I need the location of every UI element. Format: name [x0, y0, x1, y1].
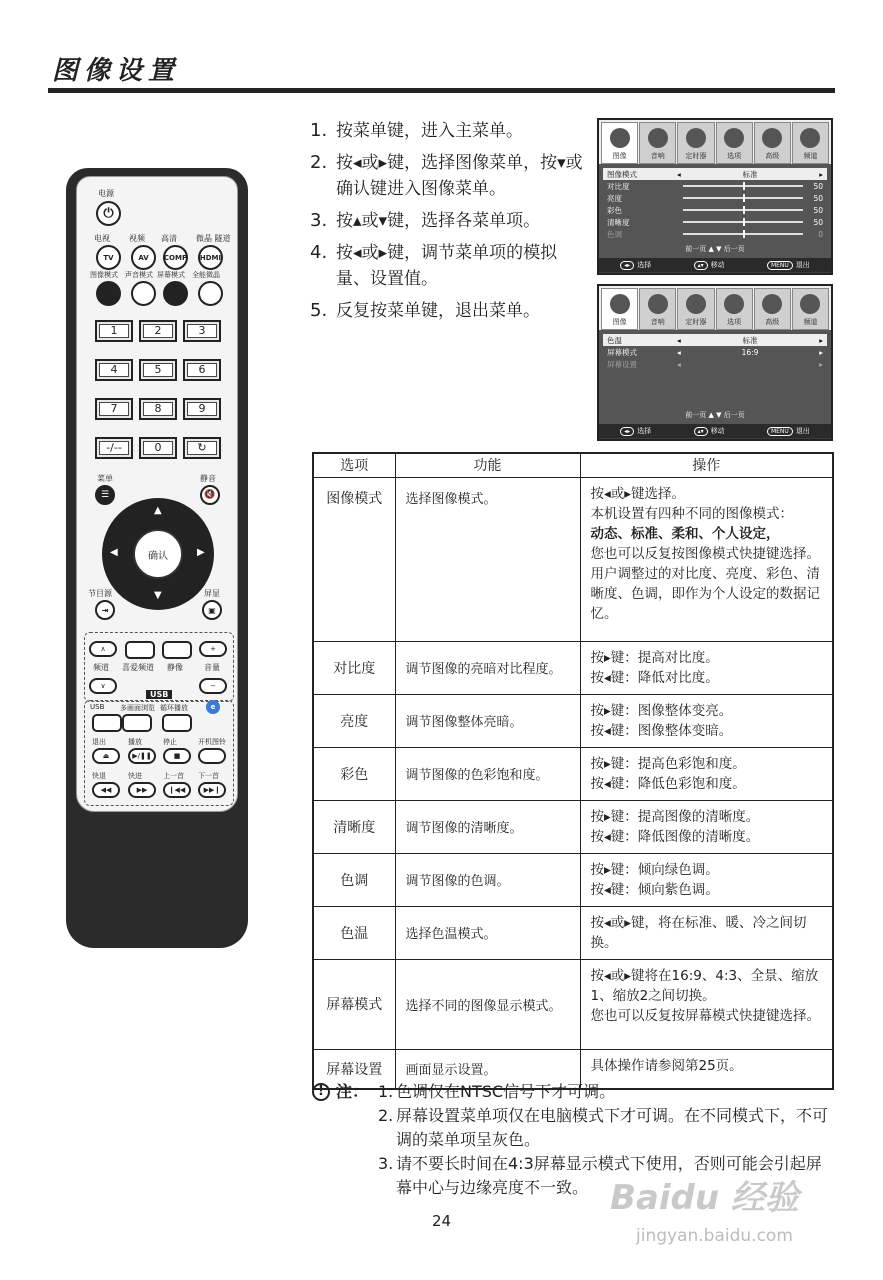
nav-up-icon: ▲ [154, 505, 162, 516]
mode-button [198, 281, 223, 306]
osd-row [603, 168, 827, 180]
row-function: 调节图像的清晰度。 [395, 800, 580, 853]
row-item: 图像模式 [313, 477, 395, 641]
step-text: 按菜单键，进入主菜单。 [336, 121, 523, 141]
osd-tab-icon [610, 294, 630, 314]
osd-footer-item [767, 426, 810, 436]
volume-up-icon: + [199, 641, 227, 657]
row-function: 选择图像模式。 [395, 477, 580, 641]
osd-footer-label: 选择 [637, 261, 652, 269]
step-item [310, 240, 585, 292]
numpad-key-label: ↻ [187, 441, 217, 455]
osd-tab [639, 288, 676, 330]
osd-footer-item [620, 260, 651, 270]
osd-tab-label: 高级 [765, 318, 780, 326]
row-function: 调节图像的亮暗对比程度。 [395, 641, 580, 694]
row-operation [580, 853, 833, 906]
power-icon: ⏻ [96, 201, 121, 226]
osd-tab [792, 122, 829, 164]
osd-tab [639, 122, 676, 164]
input-label: 微晶 隧道 [196, 234, 231, 243]
osd-row-value [677, 360, 823, 369]
note-label: 注： [336, 1082, 369, 1101]
osd-tab-icon [648, 294, 668, 314]
numpad-key-label: 7 [99, 402, 129, 416]
playback-icon: ⏏ [92, 748, 120, 764]
osd-tab-label: 图像 [612, 152, 627, 160]
step-number: 2. [310, 152, 328, 173]
osd-footer-icon: MENU [767, 427, 793, 436]
playback-label: 停止 [163, 738, 177, 746]
numpad-key [139, 398, 177, 420]
warning-icon: ! [312, 1083, 330, 1101]
step-item [310, 150, 585, 202]
playback-icon: ▶/❚❚ [128, 748, 156, 764]
numpad-key [183, 398, 221, 420]
osd-page-hint: 前一页 ▲ ▼ 后一页 [685, 245, 745, 253]
osd-tab-label: 选项 [727, 152, 742, 160]
step-text: 按◂或▸键，选择图像菜单，按▾或确认键进入图像菜单。 [336, 153, 583, 199]
osd-screen-picture-page1 [597, 118, 833, 275]
osd-tab-label: 高级 [765, 152, 780, 160]
channel-up-icon: ∧ [89, 641, 117, 657]
row-function: 调节图像的色调。 [395, 853, 580, 906]
numpad-key-label: -/-- [99, 441, 129, 455]
seek-label: 快退 [92, 772, 106, 780]
osd-value: 50 [813, 193, 823, 203]
numpad-key [95, 359, 133, 381]
step-number: 3. [310, 210, 328, 231]
osd-tab-label: 频道 [803, 152, 818, 160]
mute-icon: 🔇 [200, 485, 220, 505]
playback-label: 退出 [92, 738, 106, 746]
table-row [313, 641, 833, 694]
operation-line: 按◂键：倾向紫色调。 [590, 881, 719, 898]
osd-footer-label: 退出 [795, 427, 810, 435]
seek-label: 快进 [128, 772, 142, 780]
watermark-url: jingyan.baidu.com [636, 1226, 793, 1246]
osd-footer-label: 移动 [710, 261, 725, 269]
osd-tab-label: 定时器 [685, 318, 707, 326]
osd-footer-icon: ▴▾ [694, 427, 708, 436]
channel-down-icon: ∨ [89, 678, 117, 694]
usb-row-key [92, 714, 122, 732]
title-rule [48, 88, 835, 93]
osd-tab-icon [610, 128, 630, 148]
mode-button [131, 281, 156, 306]
osd-tab [792, 288, 829, 330]
osd-footer [599, 258, 831, 272]
steps-list [310, 118, 585, 330]
fav-label: 喜爱频道 [122, 663, 154, 672]
numpad-key [95, 437, 133, 459]
step-number: 5. [310, 300, 328, 321]
input-label: 高清 [161, 234, 177, 243]
numpad-key [95, 320, 133, 342]
note-text: 屏幕设置菜单项仅在电脑模式下才可调。在不同模式下，不可调的菜单项呈灰色。 [396, 1106, 829, 1149]
osd-right-arrow-icon: ▸ [819, 359, 823, 369]
operation-line: 按◂或▸键，将在标准、暖、冷之间切换。 [590, 914, 807, 951]
osd-footer-item [620, 426, 651, 436]
osd-tab [716, 122, 753, 164]
ok-button: 确认 [133, 529, 183, 579]
osd-footer [599, 424, 831, 438]
row-operation [580, 959, 833, 1049]
note-number: 3. [378, 1154, 394, 1173]
step-item [310, 208, 585, 234]
channel-label: 频道 [93, 663, 109, 672]
seek-icon: ▶▶❙ [198, 782, 226, 798]
operation-line: 按◂键：图像整体变暗。 [590, 722, 733, 739]
osd-tab [601, 288, 638, 330]
numpad-key [139, 437, 177, 459]
display-icon: ▣ [202, 600, 222, 620]
osd-row-key: 屏幕设置 [607, 359, 637, 369]
osd-slider-knob [743, 218, 745, 226]
row-operation [580, 641, 833, 694]
mute-label: 静音 [200, 474, 216, 483]
operation-line: 按◂或▸键将在16:9、4:3、全景、缩放1、缩放2之间切换。 [590, 967, 819, 1004]
osd-tabs [599, 120, 831, 164]
playback-icon [198, 748, 226, 764]
fav-key [125, 641, 155, 659]
osd-footer-item [694, 260, 725, 270]
settings-table [312, 452, 834, 1090]
osd-row-value [677, 348, 823, 357]
osd-footer-icon: ◂▸ [620, 427, 634, 436]
note-text: 请不要长时间在4:3屏幕显示模式下使用，否则可能会引起屏幕中心与边缘亮度不一致。 [396, 1154, 822, 1197]
nav-down-icon: ▼ [154, 590, 162, 601]
osd-slider-knob [743, 194, 745, 202]
watermark-logo: Baidu 经验 [610, 1178, 799, 1218]
osd-tab-label: 定时器 [685, 152, 707, 160]
step-item [310, 298, 585, 324]
osd-slider-knob [743, 182, 745, 190]
osd-row [603, 346, 827, 358]
osd-footer-label: 选择 [637, 427, 652, 435]
mode-label: 图像模式 [90, 271, 118, 279]
note-number: 2. [378, 1106, 394, 1125]
row-operation [580, 800, 833, 853]
numpad-key [139, 320, 177, 342]
page-title: 图像设置 [52, 56, 181, 86]
source-icon: ⇥ [95, 600, 115, 620]
seek-label: 下一首 [198, 772, 219, 780]
osd-row-value [677, 194, 823, 203]
operation-line: 您也可以反复按屏幕模式快捷键选择。 [590, 1007, 820, 1024]
osd-tabs [599, 286, 831, 330]
display-label: 屏显 [204, 589, 220, 598]
osd-right-arrow-icon: ▸ [819, 335, 823, 345]
row-function: 选择不同的图像显示模式。 [395, 959, 580, 1049]
row-item: 色调 [313, 853, 395, 906]
mode-button [96, 281, 121, 306]
volume-label: 音量 [204, 663, 220, 672]
numpad-key-label: 9 [187, 402, 217, 416]
row-operation [580, 694, 833, 747]
numpad-key [183, 320, 221, 342]
osd-row-key: 对比度 [607, 181, 630, 191]
step-number: 4. [310, 242, 328, 263]
osd-tab-icon [800, 294, 820, 314]
osd-slider [683, 221, 803, 223]
seek-icon: ❙◀◀ [163, 782, 191, 798]
table-row [313, 694, 833, 747]
note-text: 色调仅在NTSC信号下才可调。 [396, 1082, 616, 1101]
row-function: 调节图像的色彩饱和度。 [395, 747, 580, 800]
seek-label: 上一首 [163, 772, 184, 780]
step-text: 按▴或▾键，选择各菜单项。 [336, 211, 541, 231]
osd-row-key: 色温 [607, 335, 622, 345]
row-item: 色温 [313, 906, 395, 959]
playback-label: 开机图铃 [198, 738, 226, 746]
playback-icon: ■ [163, 748, 191, 764]
osd-row-value [677, 230, 823, 239]
seek-icon: ◀◀ [92, 782, 120, 798]
usb-row-label: 循环播放 [160, 704, 188, 712]
numpad-key-label: 1 [99, 324, 129, 338]
osd-row-key: 色调 [607, 229, 622, 239]
operation-line: 按▸键：提高图像的清晰度。 [590, 808, 760, 825]
table-row [313, 800, 833, 853]
osd-slider [683, 233, 803, 235]
osd-tab-icon [648, 128, 668, 148]
header-function: 功能 [395, 453, 580, 477]
osd-row-key: 彩色 [607, 205, 622, 215]
usb-row-key [122, 714, 152, 732]
mode-label: 全能微晶 [192, 271, 220, 279]
osd-tab-icon [724, 128, 744, 148]
row-item: 对比度 [313, 641, 395, 694]
osd-tab-label: 选项 [727, 318, 742, 326]
osd-footer-icon: MENU [767, 261, 793, 270]
mode-label: 屏幕模式 [157, 271, 185, 279]
osd-screen-picture-page2 [597, 284, 833, 441]
operation-line: 用户调整过的对比度、亮度、彩色、清晰度、色调，即作为个人设定的数据记忆。 [590, 565, 820, 622]
osd-footer-label: 移动 [710, 427, 725, 435]
row-item: 屏幕设置 [313, 1049, 395, 1089]
usb-row-label: USB [90, 703, 105, 711]
osd-value: 50 [813, 217, 823, 227]
osd-tab-icon [686, 128, 706, 148]
numpad-key [183, 437, 221, 459]
osd-tab-label: 图像 [612, 318, 627, 326]
step-item [310, 118, 585, 144]
numpad-key [95, 398, 133, 420]
table-row [313, 959, 833, 1049]
osd-value: 16:9 [741, 347, 759, 357]
osd-right-arrow-icon: ▸ [819, 347, 823, 357]
osd-tab-icon [800, 128, 820, 148]
row-item: 屏幕模式 [313, 959, 395, 1049]
note-item [378, 1080, 837, 1104]
usb-row-label: 多画面浏览 [120, 704, 155, 712]
operation-line: 按◂键：降低色彩饱和度。 [590, 775, 746, 792]
osd-footer-item [767, 260, 810, 270]
osd-left-arrow-icon: ◂ [677, 335, 681, 345]
osd-left-arrow-icon: ◂ [677, 169, 681, 179]
input-button: AV [131, 245, 156, 270]
osd-tab-label: 频道 [803, 318, 818, 326]
nav-left-icon: ◀ [110, 547, 118, 558]
step-number: 1. [310, 120, 328, 141]
osd-tab-icon [686, 294, 706, 314]
osd-tab [677, 288, 714, 330]
osd-row [603, 334, 827, 346]
osd-value: 50 [813, 181, 823, 191]
osd-row-value [677, 182, 823, 191]
osd-tab-label: 音响 [650, 318, 665, 326]
osd-row [603, 216, 827, 228]
osd-body [599, 330, 831, 424]
header-item: 选项 [313, 453, 395, 477]
still-label: 静像 [167, 663, 183, 672]
numpad-key [183, 359, 221, 381]
input-label: 电视 [94, 234, 110, 243]
osd-value: 标准 [742, 335, 758, 345]
row-operation [580, 477, 833, 641]
osd-slider [683, 185, 803, 187]
header-operation: 操作 [580, 453, 833, 477]
osd-body [599, 164, 831, 258]
table-header-row [313, 453, 833, 477]
browser-icon: e [206, 700, 220, 714]
numpad-key [139, 359, 177, 381]
osd-footer-icon: ◂▸ [620, 261, 634, 270]
operation-line: 本机设置有四种不同的图像模式： [590, 505, 793, 522]
operation-line: 动态、标准、柔和、个人设定， [590, 525, 780, 542]
power-label: 电源 [98, 189, 114, 198]
osd-row [603, 180, 827, 192]
osd-tab-label: 音响 [650, 152, 665, 160]
row-item: 亮度 [313, 694, 395, 747]
row-function: 选择色温模式。 [395, 906, 580, 959]
usb-tag: USB [146, 690, 172, 699]
osd-page-hint: 前一页 ▲ ▼ 后一页 [685, 411, 745, 419]
row-operation [580, 906, 833, 959]
table-row [313, 747, 833, 800]
row-function: 画面显示设置。 [395, 1049, 580, 1089]
row-item: 彩色 [313, 747, 395, 800]
menu-label: 菜单 [97, 474, 113, 483]
osd-row-value [677, 218, 823, 227]
operation-line: 按▸键：提高色彩饱和度。 [590, 755, 746, 772]
operation-line: 按▸键：倾向绿色调。 [590, 861, 719, 878]
osd-row [603, 204, 827, 216]
osd-footer-item [694, 426, 725, 436]
numpad-key-label: 2 [143, 324, 173, 338]
operation-line: 按▸键：图像整体变亮。 [590, 702, 733, 719]
input-label: 视频 [129, 234, 145, 243]
seek-icon: ▶▶ [128, 782, 156, 798]
operation-line: 按◂键：降低对比度。 [590, 669, 719, 686]
osd-tab [716, 288, 753, 330]
row-item: 清晰度 [313, 800, 395, 853]
osd-left-arrow-icon: ◂ [677, 359, 681, 369]
table-row [313, 906, 833, 959]
playback-label: 播放 [128, 738, 142, 746]
osd-value: 标准 [742, 169, 758, 179]
osd-slider-knob [743, 230, 745, 238]
osd-slider [683, 209, 803, 211]
menu-icon: ☰ [95, 485, 115, 505]
numpad-key-label: 5 [143, 363, 173, 377]
osd-tab [754, 122, 791, 164]
note-number: 1. [378, 1082, 394, 1101]
osd-row [603, 192, 827, 204]
operation-line: 按▸键：提高对比度。 [590, 649, 719, 666]
operation-line: 按◂或▸键选择。 [590, 485, 686, 502]
operation-line: 您也可以反复按图像模式快捷键选择。 [590, 545, 820, 562]
numpad-key-label: 4 [99, 363, 129, 377]
step-text: 反复按菜单键，退出菜单。 [336, 301, 540, 321]
osd-row-key: 亮度 [607, 193, 622, 203]
osd-tab-icon [762, 128, 782, 148]
osd-tab-icon [762, 294, 782, 314]
osd-row [603, 358, 827, 370]
osd-row-key: 图像模式 [607, 169, 637, 179]
osd-slider [683, 197, 803, 199]
table-row [313, 853, 833, 906]
osd-tab [754, 288, 791, 330]
numpad-key-label: 8 [143, 402, 173, 416]
numpad-key-label: 3 [187, 324, 217, 338]
osd-row [603, 228, 827, 240]
osd-value: 50 [813, 205, 823, 215]
osd-row-value [677, 169, 823, 180]
input-button: TV [96, 245, 121, 270]
nav-right-icon: ▶ [197, 547, 205, 558]
osd-right-arrow-icon: ▸ [819, 169, 823, 179]
operation-line: 按◂键：降低图像的清晰度。 [590, 828, 760, 845]
osd-slider-knob [743, 206, 745, 214]
input-button: HDMI [198, 245, 223, 270]
row-function: 调节图像整体亮暗。 [395, 694, 580, 747]
row-operation [580, 747, 833, 800]
numpad-key-label: 6 [187, 363, 217, 377]
mode-label: 声音模式 [125, 271, 153, 279]
volume-down-icon: − [199, 678, 227, 694]
osd-tab [677, 122, 714, 164]
osd-row-key: 清晰度 [607, 217, 630, 227]
osd-row-value [677, 206, 823, 215]
osd-tab [601, 122, 638, 164]
input-button: COMP [163, 245, 188, 270]
step-text: 按◂或▸键，调节菜单项的模拟量、设置值。 [336, 243, 558, 289]
osd-value: 0 [818, 229, 823, 239]
osd-row-key: 屏幕模式 [607, 347, 637, 357]
source-label: 节目源 [88, 589, 112, 598]
note-item [378, 1104, 837, 1152]
numpad-key-label: 0 [143, 441, 173, 455]
table-row [313, 477, 833, 641]
usb-row-key [162, 714, 192, 732]
osd-row-value [677, 335, 823, 346]
osd-footer-label: 退出 [795, 261, 810, 269]
operation-line: 具体操作请参阅第25页。 [590, 1057, 743, 1074]
still-key [162, 641, 192, 659]
page-number: 24 [431, 1212, 452, 1230]
osd-tab-icon [724, 294, 744, 314]
osd-left-arrow-icon: ◂ [677, 347, 681, 357]
mode-button [163, 281, 188, 306]
osd-footer-icon: ▴▾ [694, 261, 708, 270]
